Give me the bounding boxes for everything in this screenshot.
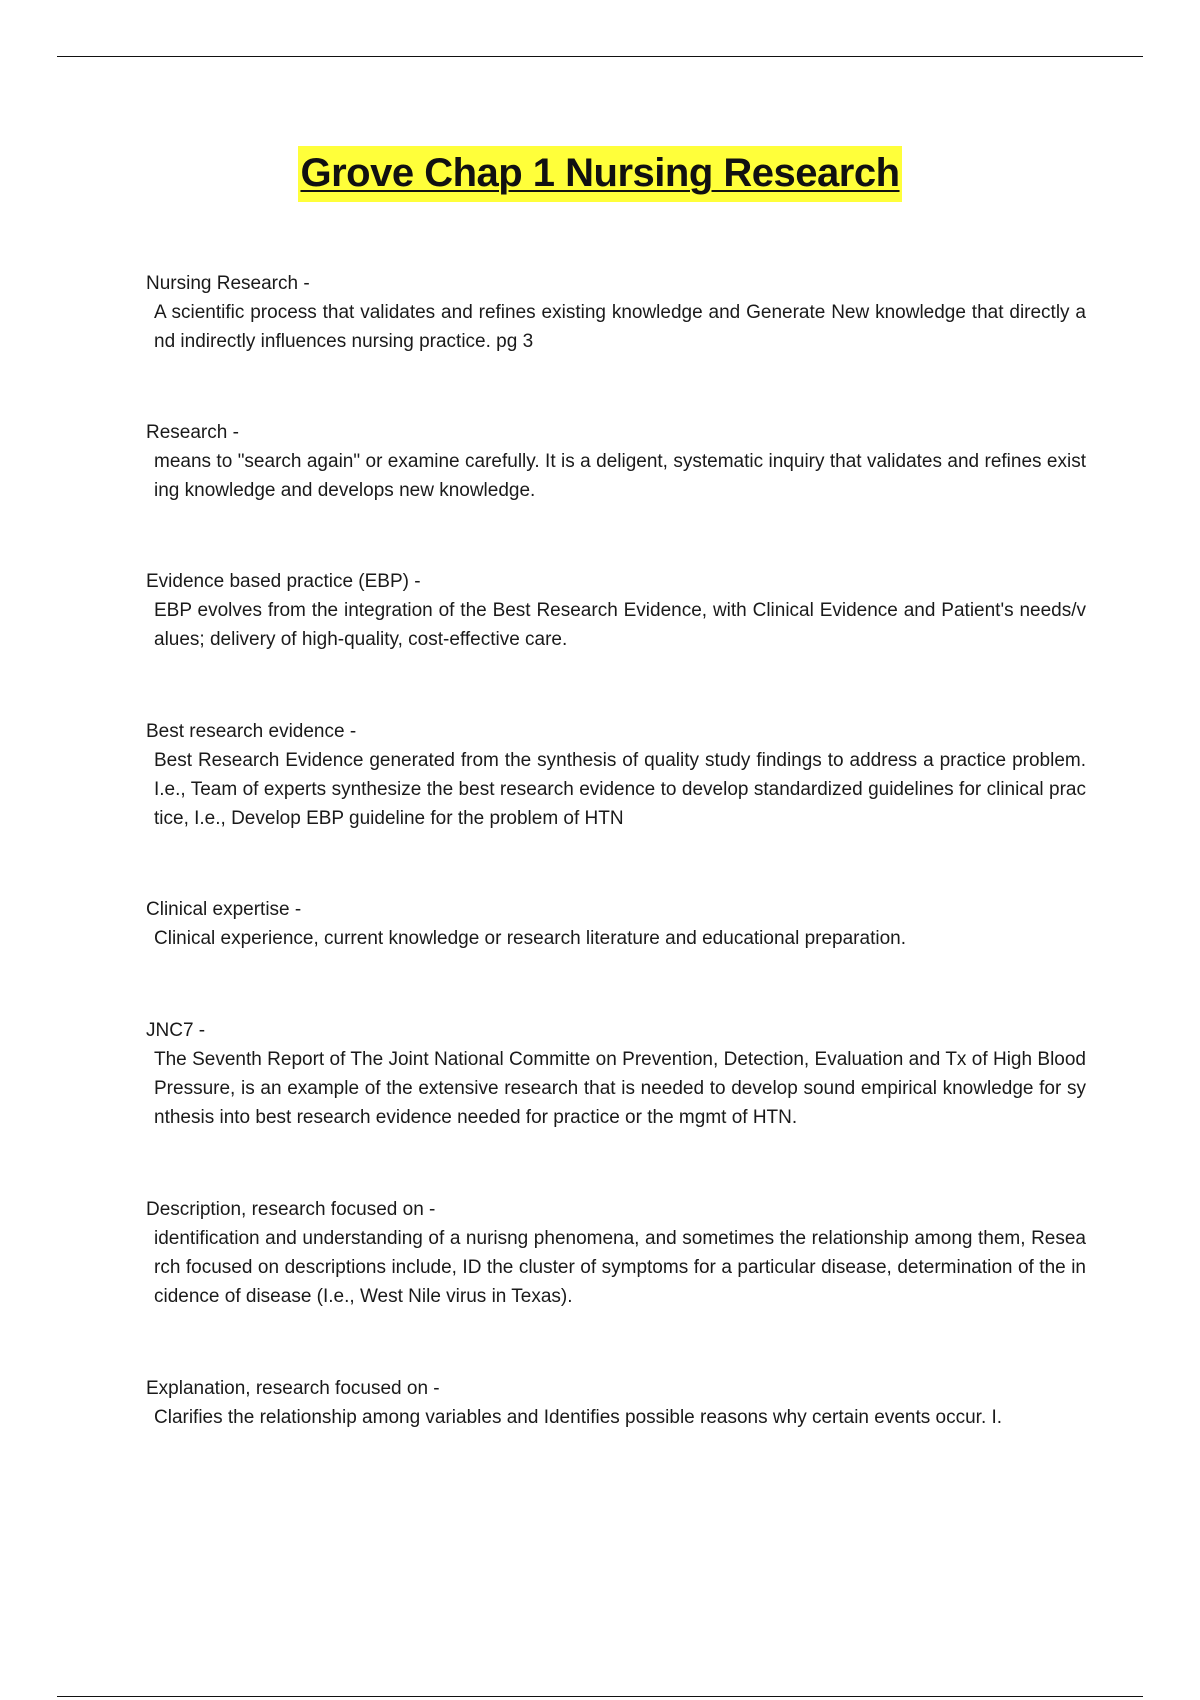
entry-definition: The Seventh Report of The Joint National Committe on Prevention, Detection, Evaluation and Tx of High Blood Pressure, is an example of the extensive research that is needed to develop sound empirical knowledge for synthesis into best research evidence needed for practice or the mgmt of HTN. [154,1049,1086,1128]
entry-description [146,1195,1086,1311]
entry-research [146,418,1086,505]
entry-term: Explanation, research focused on - [146,1378,440,1399]
entry-definition: Clinical experience, current knowledge or research literature and educational preparation. [154,928,906,949]
footer-rule [57,1696,1143,1697]
entry-evidence-based-practice [146,567,1086,654]
entry-jnc7 [146,1016,1086,1132]
entry-term: Nursing Research - [146,273,310,294]
entry-definition: means to "search again" or examine carefully. It is a deligent, systematic inquiry that validates and refines existing knowledge and develops new knowledge. [154,451,1086,501]
entry-nursing-research [146,269,1086,356]
entry-term: Clinical expertise - [146,899,302,920]
entry-term: Evidence based practice (EBP) - [146,571,421,592]
entry-definition: Clarifies the relationship among variables and Identifies possible reasons why certain events occur. I. [154,1407,1003,1428]
entry-term: JNC7 - [146,1020,206,1041]
entry-definition: A scientific process that validates and refines existing knowledge and Generate New knowledge that directly and indirectly influences nursing practice. pg 3 [154,302,1086,352]
document-title: Grove Chap 1 Nursing Research [298,146,901,202]
entry-clinical-expertise [146,895,1086,953]
entry-definition: identification and understanding of a nurisng phenomena, and sometimes the relationship among them, Research focused on descriptions include, ID the cluster of symptoms for a particular disease, determination of the incidence of disease (I.e., West Nile virus in Texas). [154,1228,1086,1307]
entry-definition: Best Research Evidence generated from the synthesis of quality study findings to address a practice problem. I.e., Team of experts synthesize the best research evidence to develop standardized guidelines for clinical practice, I.e., Develop EBP guideline for the problem of HTN [154,750,1086,829]
entry-term: Research - [146,422,239,443]
title-container [0,146,1200,202]
entry-term: Best research evidence - [146,721,357,742]
header-rule [57,56,1143,57]
entry-best-research-evidence [146,717,1086,833]
entry-explanation [146,1374,1086,1432]
entry-term: Description, research focused on - [146,1199,436,1220]
entry-definition: EBP evolves from the integration of the Best Research Evidence, with Clinical Evidence and Patient's needs/values; delivery of high-quality, cost-effective care. [154,600,1086,650]
